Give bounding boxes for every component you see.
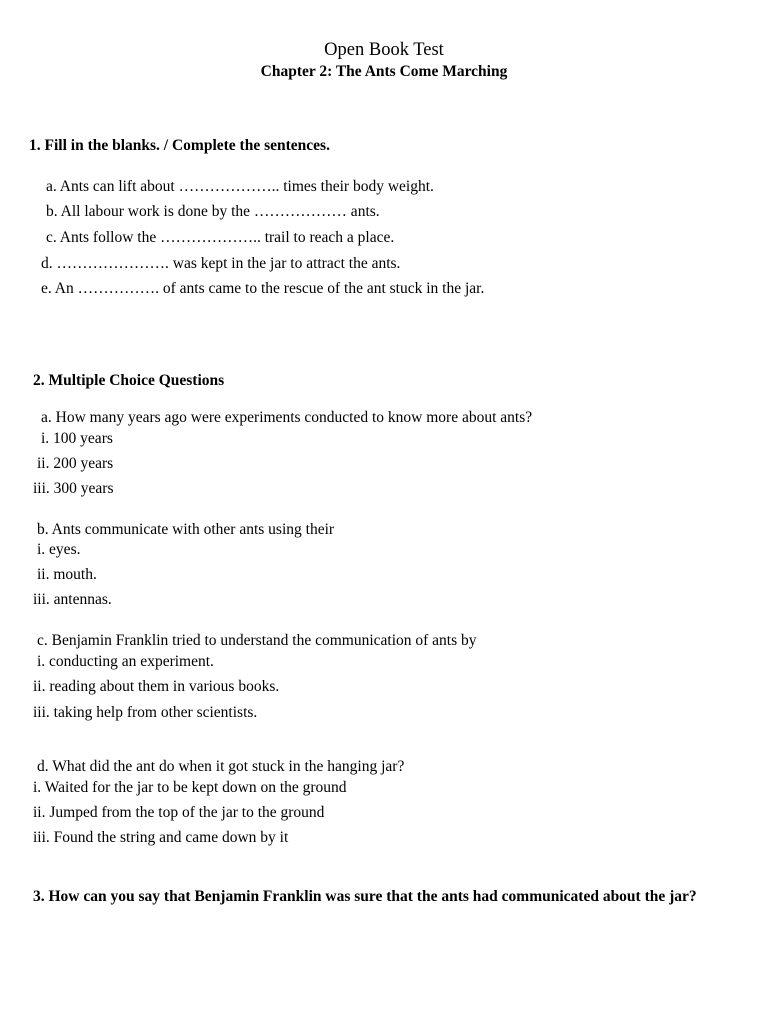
section3-question: 3. How can you say that Benjamin Franklin was sure that the ants had communicated about the jar? [33, 888, 697, 905]
mcq-c-option-1: i. conducting an experiment. [37, 653, 214, 670]
mcq-b-question: b. Ants communicate with other ants using their [37, 521, 335, 538]
chapter-subtitle: Chapter 2: The Ants Come Marching [260, 63, 508, 80]
mcq-c-question: c. Benjamin Franklin tried to understand the communication of ants by [37, 632, 477, 649]
fill-blank-b: b. All labour work is done by the ……………… ants. [46, 203, 380, 220]
mcq-a-option-1: i. 100 years [41, 430, 113, 447]
mcq-c-option-2: ii. reading about them in various books. [33, 678, 280, 695]
mcq-d-option-3: iii. Found the string and came down by it [33, 829, 289, 846]
fill-blank-e: e. An ……………. of ants came to the rescue of the ant stuck in the jar. [41, 280, 485, 297]
mcq-b-option-3: iii. antennas. [33, 591, 112, 608]
mcq-d-option-2: ii. Jumped from the top of the jar to the ground [33, 804, 325, 821]
mcq-d-option-1: i. Waited for the jar to be kept down on the ground [33, 779, 347, 796]
mcq-c-option-3: iii. taking help from other scientists. [33, 704, 258, 721]
mcq-b-option-2: ii. mouth. [37, 566, 97, 583]
page-title: Open Book Test [324, 40, 444, 60]
mcq-a-option-3: iii. 300 years [33, 480, 114, 497]
mcq-a-option-2: ii. 200 years [37, 455, 114, 472]
mcq-b-option-1: i. eyes. [37, 541, 81, 558]
mcq-a-question: a. How many years ago were experiments conducted to know more about ants? [41, 409, 533, 426]
fill-blank-c: c. Ants follow the ……………….. trail to reach a place. [46, 229, 395, 246]
section2-heading: 2. Multiple Choice Questions [33, 372, 225, 389]
fill-blank-d: d. …………………. was kept in the jar to attract the ants. [41, 255, 401, 272]
fill-blank-a: a. Ants can lift about ……………….. times their body weight. [46, 178, 434, 195]
section1-heading: 1. Fill in the blanks. / Complete the sentences. [29, 137, 330, 154]
mcq-d-question: d. What did the ant do when it got stuck in the hanging jar? [37, 758, 405, 775]
